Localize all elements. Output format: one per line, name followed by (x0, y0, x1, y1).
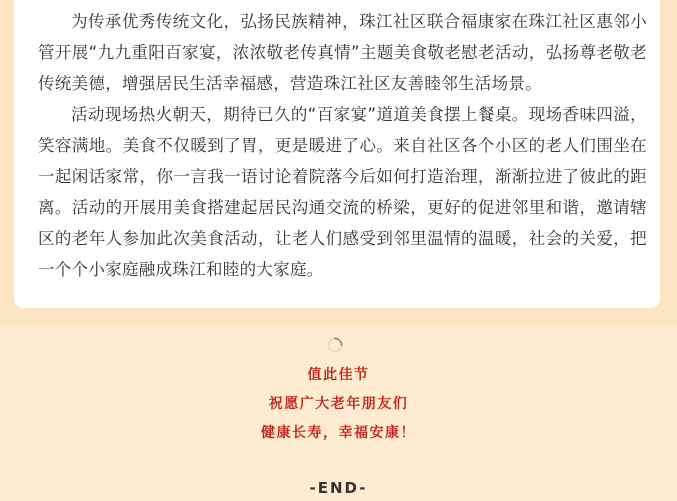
article-paragraph-2: 活动现场热火朝天，期待已久的“百家宴”道道美食摆上餐桌。现场香味四溢，笑容满地。美食不仅暖到了胃，更是暖进了心。来自社区各个小区的老人们围坐在一起闲话家常，你一言我一语讨论着院落今后如何打造治理，渐渐拉进了彼此的距离。活动的开展用美食搭建起居民沟通交流的桥梁，更好的促进邻里和谐，邀请辖区的老年人参加此次美食活动，让老人们感受到邻里温情的温暖，社会的关爱，把一个个小家庭融成珠江和睦的大家庭。 (38, 105, 647, 279)
greeting-line-1: 值此佳节 (307, 367, 370, 383)
greeting-line-2: 祝愿广大老年朋友们 (268, 396, 409, 412)
greeting-line-3: 健康长寿，幸福安康！ (261, 425, 416, 441)
article-card (14, 0, 660, 308)
loading-spinner-icon (326, 336, 344, 354)
end-marker: -END- (309, 479, 368, 497)
article-paragraph-1: 为传承优秀传统文化，弘扬民族精神，珠江社区联合福康家在珠江社区惠邻小管开展“九九重阳百家宴，浓浓敬老传真情”主题美食敬老慰老活动，弘扬尊老敬老传统美德，增强居民生活幸福感，营造珠江社区友善睦邻生活场景。 (38, 12, 647, 93)
